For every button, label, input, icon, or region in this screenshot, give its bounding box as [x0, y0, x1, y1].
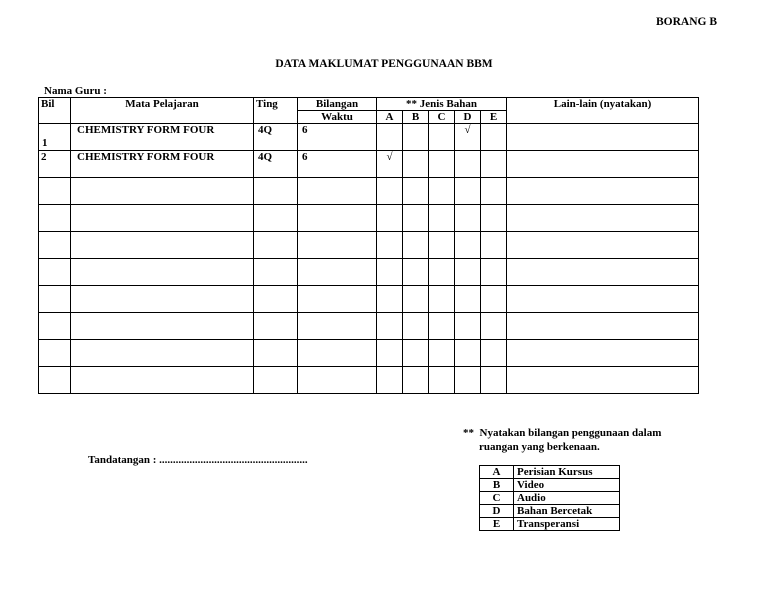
row-mark-b [403, 151, 429, 178]
document-title: DATA MAKLUMAT PENGGUNAAN BBM [275, 58, 493, 70]
row-mark-e [481, 124, 507, 151]
row-bil: 1 [42, 137, 48, 149]
legend-code: B [480, 479, 514, 492]
row-subject: CHEMISTRY FORM FOUR [71, 151, 254, 178]
empty-cell [429, 313, 455, 340]
empty-cell [298, 178, 377, 205]
empty-table-row [39, 205, 699, 232]
form-code: BORANG B [656, 16, 718, 28]
empty-cell [298, 313, 377, 340]
empty-cell [71, 367, 254, 394]
legend-label: Video [514, 479, 620, 492]
empty-cell [455, 313, 481, 340]
empty-cell [455, 340, 481, 367]
legend-note-marker: ** [463, 427, 474, 439]
empty-cell [377, 259, 403, 286]
empty-cell [507, 313, 699, 340]
empty-cell [481, 205, 507, 232]
empty-cell [377, 178, 403, 205]
empty-table-row [39, 178, 699, 205]
empty-cell [254, 367, 298, 394]
col-header-subject: Mata Pelajaran [71, 98, 254, 124]
empty-cell [507, 259, 699, 286]
row-mark-b [403, 124, 429, 151]
row-subject: CHEMISTRY FORM FOUR [71, 124, 254, 151]
empty-cell [455, 367, 481, 394]
header-row-1 [39, 98, 699, 111]
empty-cell [71, 313, 254, 340]
empty-cell [377, 286, 403, 313]
signature-line [88, 454, 308, 466]
empty-cell [71, 178, 254, 205]
empty-cell [377, 367, 403, 394]
row-mark-a: √ [377, 151, 403, 178]
empty-cell [507, 232, 699, 259]
row-form: 4Q [254, 124, 298, 151]
empty-cell [39, 232, 71, 259]
empty-table-row [39, 232, 699, 259]
empty-cell [39, 367, 71, 394]
col-header-material-d: D [455, 111, 481, 124]
empty-cell [507, 340, 699, 367]
empty-cell [481, 367, 507, 394]
legend-label: Perisian Kursus [514, 466, 620, 479]
empty-table-row [39, 313, 699, 340]
legend-row [480, 479, 620, 492]
empty-cell [429, 205, 455, 232]
empty-cell [254, 205, 298, 232]
legend-note-line1: Nyatakan bilangan penggunaan dalam [479, 427, 662, 439]
row-mark-c [429, 151, 455, 178]
row-bil: 2 [39, 151, 71, 178]
col-header-material-c: C [429, 111, 455, 124]
empty-cell [377, 205, 403, 232]
legend-note-line2: ruangan yang berkenaan. [479, 441, 600, 453]
empty-cell [481, 178, 507, 205]
empty-cell [254, 340, 298, 367]
row-count: 6 [298, 124, 377, 151]
empty-cell [455, 205, 481, 232]
empty-cell [429, 232, 455, 259]
col-header-material-a: A [377, 111, 403, 124]
empty-cell [429, 367, 455, 394]
empty-cell [403, 340, 429, 367]
empty-cell [39, 205, 71, 232]
empty-cell [71, 340, 254, 367]
empty-cell [298, 259, 377, 286]
empty-cell [481, 286, 507, 313]
legend-code: D [480, 505, 514, 518]
legend-row [480, 518, 620, 531]
empty-cell [377, 313, 403, 340]
empty-cell [298, 232, 377, 259]
usage-table [38, 97, 699, 394]
legend-label: Audio [514, 492, 620, 505]
empty-cell [429, 340, 455, 367]
legend-row [480, 466, 620, 479]
empty-cell [39, 340, 71, 367]
legend-label: Transperansi [514, 518, 620, 531]
empty-cell [481, 232, 507, 259]
empty-cell [429, 259, 455, 286]
legend-note [463, 426, 661, 454]
empty-cell [481, 313, 507, 340]
signature-dots: ...................................................... [159, 454, 308, 466]
empty-cell [254, 313, 298, 340]
empty-table-row [39, 340, 699, 367]
legend-row [480, 505, 620, 518]
col-header-count-line2: Waktu [298, 111, 377, 124]
signature-label: Tandatangan : [88, 454, 157, 466]
empty-cell [298, 205, 377, 232]
col-header-others: Lain-lain (nyatakan) [507, 98, 699, 124]
empty-cell [403, 232, 429, 259]
empty-cell [254, 232, 298, 259]
empty-cell [71, 205, 254, 232]
row-mark-a [377, 124, 403, 151]
empty-cell [39, 178, 71, 205]
empty-cell [455, 178, 481, 205]
empty-cell [403, 367, 429, 394]
row-mark-c [429, 124, 455, 151]
empty-table-row [39, 286, 699, 313]
col-header-form: Ting [254, 98, 298, 124]
legend-code: C [480, 492, 514, 505]
col-header-material-type: ** Jenis Bahan [377, 98, 507, 111]
empty-cell [254, 259, 298, 286]
empty-cell [507, 178, 699, 205]
empty-cell [254, 286, 298, 313]
table-row [39, 151, 699, 178]
col-header-count-line1: Bilangan [298, 98, 377, 111]
row-mark-e [481, 151, 507, 178]
row-mark-d [455, 151, 481, 178]
row-others [507, 124, 699, 151]
empty-cell [455, 232, 481, 259]
empty-cell [429, 286, 455, 313]
empty-cell [377, 340, 403, 367]
col-header-bil: Bil [39, 98, 71, 124]
empty-cell [377, 232, 403, 259]
row-form: 4Q [254, 151, 298, 178]
empty-cell [71, 232, 254, 259]
material-legend-table [479, 465, 620, 531]
empty-cell [507, 286, 699, 313]
empty-cell [71, 259, 254, 286]
empty-cell [429, 178, 455, 205]
empty-cell [403, 178, 429, 205]
empty-cell [39, 259, 71, 286]
empty-cell [455, 259, 481, 286]
empty-cell [403, 259, 429, 286]
empty-cell [298, 340, 377, 367]
empty-cell [39, 286, 71, 313]
col-header-material-e: E [481, 111, 507, 124]
row-mark-d: √ [455, 124, 481, 151]
empty-cell [254, 178, 298, 205]
empty-cell [298, 367, 377, 394]
empty-cell [507, 205, 699, 232]
row-count: 6 [298, 151, 377, 178]
legend-row [480, 492, 620, 505]
legend-code: E [480, 518, 514, 531]
col-header-material-b: B [403, 111, 429, 124]
empty-table-row [39, 367, 699, 394]
empty-cell [298, 286, 377, 313]
legend-code: A [480, 466, 514, 479]
empty-cell [71, 286, 254, 313]
empty-cell [481, 259, 507, 286]
empty-cell [403, 205, 429, 232]
teacher-name-label: Nama Guru : [44, 85, 107, 97]
row-others [507, 151, 699, 178]
empty-cell [455, 286, 481, 313]
empty-cell [481, 340, 507, 367]
table-row [39, 124, 699, 151]
empty-cell [403, 286, 429, 313]
empty-cell [507, 367, 699, 394]
empty-table-row [39, 259, 699, 286]
legend-label: Bahan Bercetak [514, 505, 620, 518]
row-bil-cell [39, 124, 71, 151]
empty-cell [403, 313, 429, 340]
empty-cell [39, 313, 71, 340]
